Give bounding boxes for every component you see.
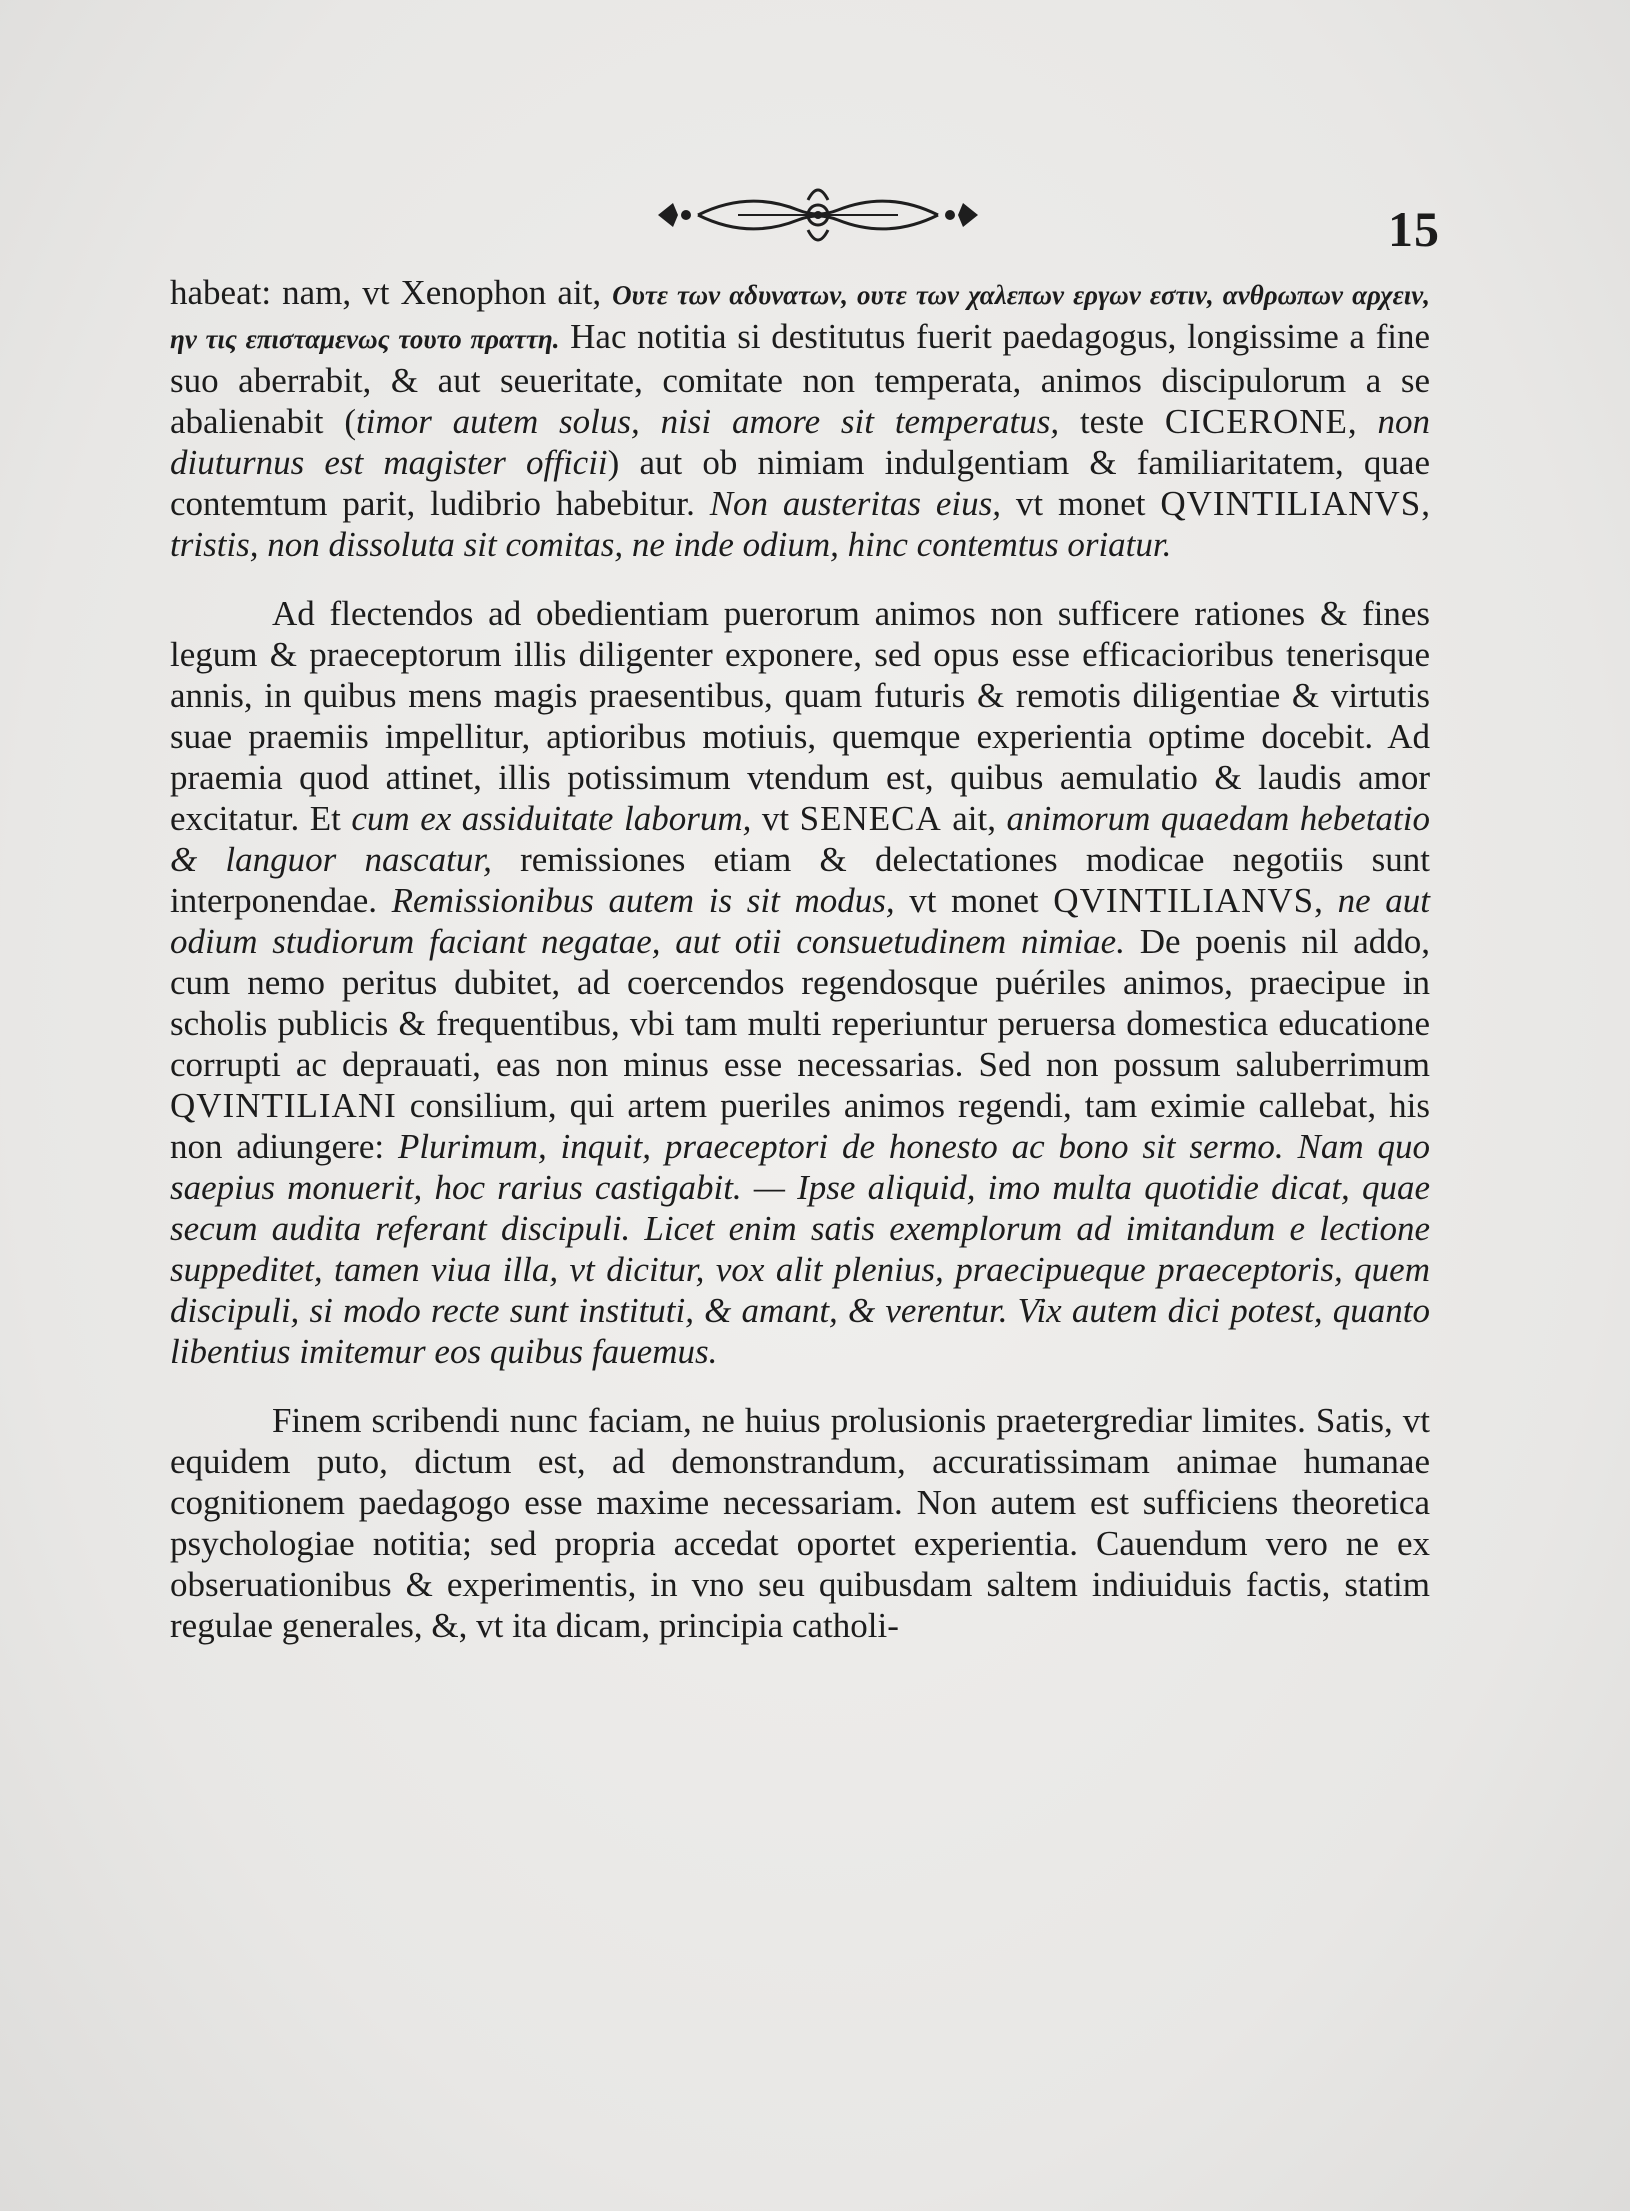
text-segment-smallcaps: CICERONE xyxy=(1164,402,1348,441)
text-segment-greek: Ουτε των αδυνατων, ουτε των χαλεπων εργων εστιν, ανθρωπων αρχειν, ην τις επισταμενως τουτο πραττη. xyxy=(170,280,1430,354)
paragraph xyxy=(170,272,1430,565)
text-segment-smallcaps: QVINTILIANVS xyxy=(1053,881,1315,920)
text-segment-normal: , xyxy=(1347,402,1378,441)
text-segment-italic: Plurimum, inquit, praeceptori de honesto ac bono sit sermo. Nam quo saepius monuerit, hoc rarius castigabit. — Ipse aliquid, imo multa quotidie dicat, quae secum audita referant discipuli. Licet enim satis exemplorum ad imitandum e lectione suppeditet, tamen viua illa, vt dicitur, vox alit plenius, praecipueque praeceptoris, quem discipuli, si modo recte sunt instituti, & amant, & verentur. Vix autem dici potest, quanto libentius imitemur eos quibus fauemus. xyxy=(170,1127,1430,1371)
text-segment-smallcaps: SENECA xyxy=(799,799,942,838)
text-segment-normal: vt xyxy=(751,799,800,838)
text-segment-italic: Non austeritas eius, xyxy=(709,484,1002,523)
text-segment-normal: consilium, qui artem pueriles animos regendi, tam eximie callebat, his non adiungere: xyxy=(170,1086,1430,1166)
text-segment-smallcaps: QVINTILIANI xyxy=(170,1086,397,1125)
text-segment-italic: animorum quaedam hebetatio & languor nascatur, xyxy=(170,799,1430,879)
text-segment-normal: habeat: nam, vt Xenophon ait, xyxy=(170,273,613,312)
text-segment-normal: vt monet xyxy=(1001,484,1161,523)
text-segment-italic: Remissionibus autem is sit modus, xyxy=(391,881,895,920)
text-segment-italic: tristis, non dissoluta sit comitas, ne inde odium, hinc contemtus oriatur. xyxy=(170,525,1172,564)
paragraph xyxy=(170,1400,1430,1646)
text-segment-italic: non diuturnus est magister officii xyxy=(170,402,1430,482)
page-number: 15 xyxy=(1388,201,1440,257)
text-segment-normal: ait, xyxy=(941,799,1007,838)
text-segment-normal: ) aut ob nimiam indulgentiam & familiaritatem, quae contemtum parit, ludibrio habebitur. xyxy=(170,443,1430,523)
text-segment-normal: , xyxy=(1314,881,1338,920)
text-segment-normal: Hac notitia si destitutus fuerit paedagogus, longissime a fine suo aberrabit, & aut seueritate, comitate non temperata, animos discipulorum a se abalienabit ( xyxy=(170,317,1430,441)
text-segment-italic: cum ex assiduitate laborum, xyxy=(351,799,752,838)
text-segment-normal: Ad flectendos ad obedientiam puerorum animos non sufficere rationes & fines legum & praeceptorum illis diligenter exponere, sed opus esse efficacioribus tenerisque annis, in quibus mens magis praesentibus, quam futuris & remotis diligentiae & virtutis suae praemiis impellitur, aptioribus motiuis, quemque experientia optime docebit. Ad praemia quod attinet, illis potissimum vtendum est, quibus aemulatio & laudis amor excitatur. Et xyxy=(170,594,1430,838)
text-segment-normal: , xyxy=(1421,484,1430,523)
text-segment-italic: timor autem solus, nisi amore sit temperatus, xyxy=(356,402,1060,441)
decorative-ornament-icon xyxy=(638,180,998,250)
body-text xyxy=(170,272,1430,1646)
text-segment-normal: remissiones etiam & delectationes modicae negotiis sunt interponendae. xyxy=(170,840,1430,920)
text-segment-normal: Finem scribendi nunc faciam, ne huius prolusionis praetergrediar limites. Satis, vt equidem puto, dictum est, ad demonstrandum, accuratissimam animae humanae cognitionem paedagogo esse maxime necessariam. Non autem est sufficiens theoretica psychologiae notitia; sed propria accedat oportet experientia. Cauendum vero ne ex obseruationibus & experimentis, in vno seu quibusdam saltem indiuiduis factis, statim regulae generales, &, vt ita dicam, principia catholi- xyxy=(170,1401,1430,1645)
text-segment-normal: De poenis nil addo, cum nemo peritus dubitet, ad coercendos regendosque puériles animos, praecipue in scholis publicis & frequentibus, vbi tam multi reperiuntur peruersa domestica educatione corrupti ac deprauati, eas non minus esse necessarias. Sed non possum saluberrimum xyxy=(170,922,1430,1084)
text-segment-smallcaps: QVINTILIANVS xyxy=(1160,484,1422,523)
text-segment-normal: teste xyxy=(1059,402,1165,441)
text-segment-normal: vt monet xyxy=(894,881,1054,920)
text-segment-italic: ne aut odium studiorum faciant negatae, aut otii consuetudinem nimiae. xyxy=(170,881,1430,961)
paragraph xyxy=(170,593,1430,1372)
